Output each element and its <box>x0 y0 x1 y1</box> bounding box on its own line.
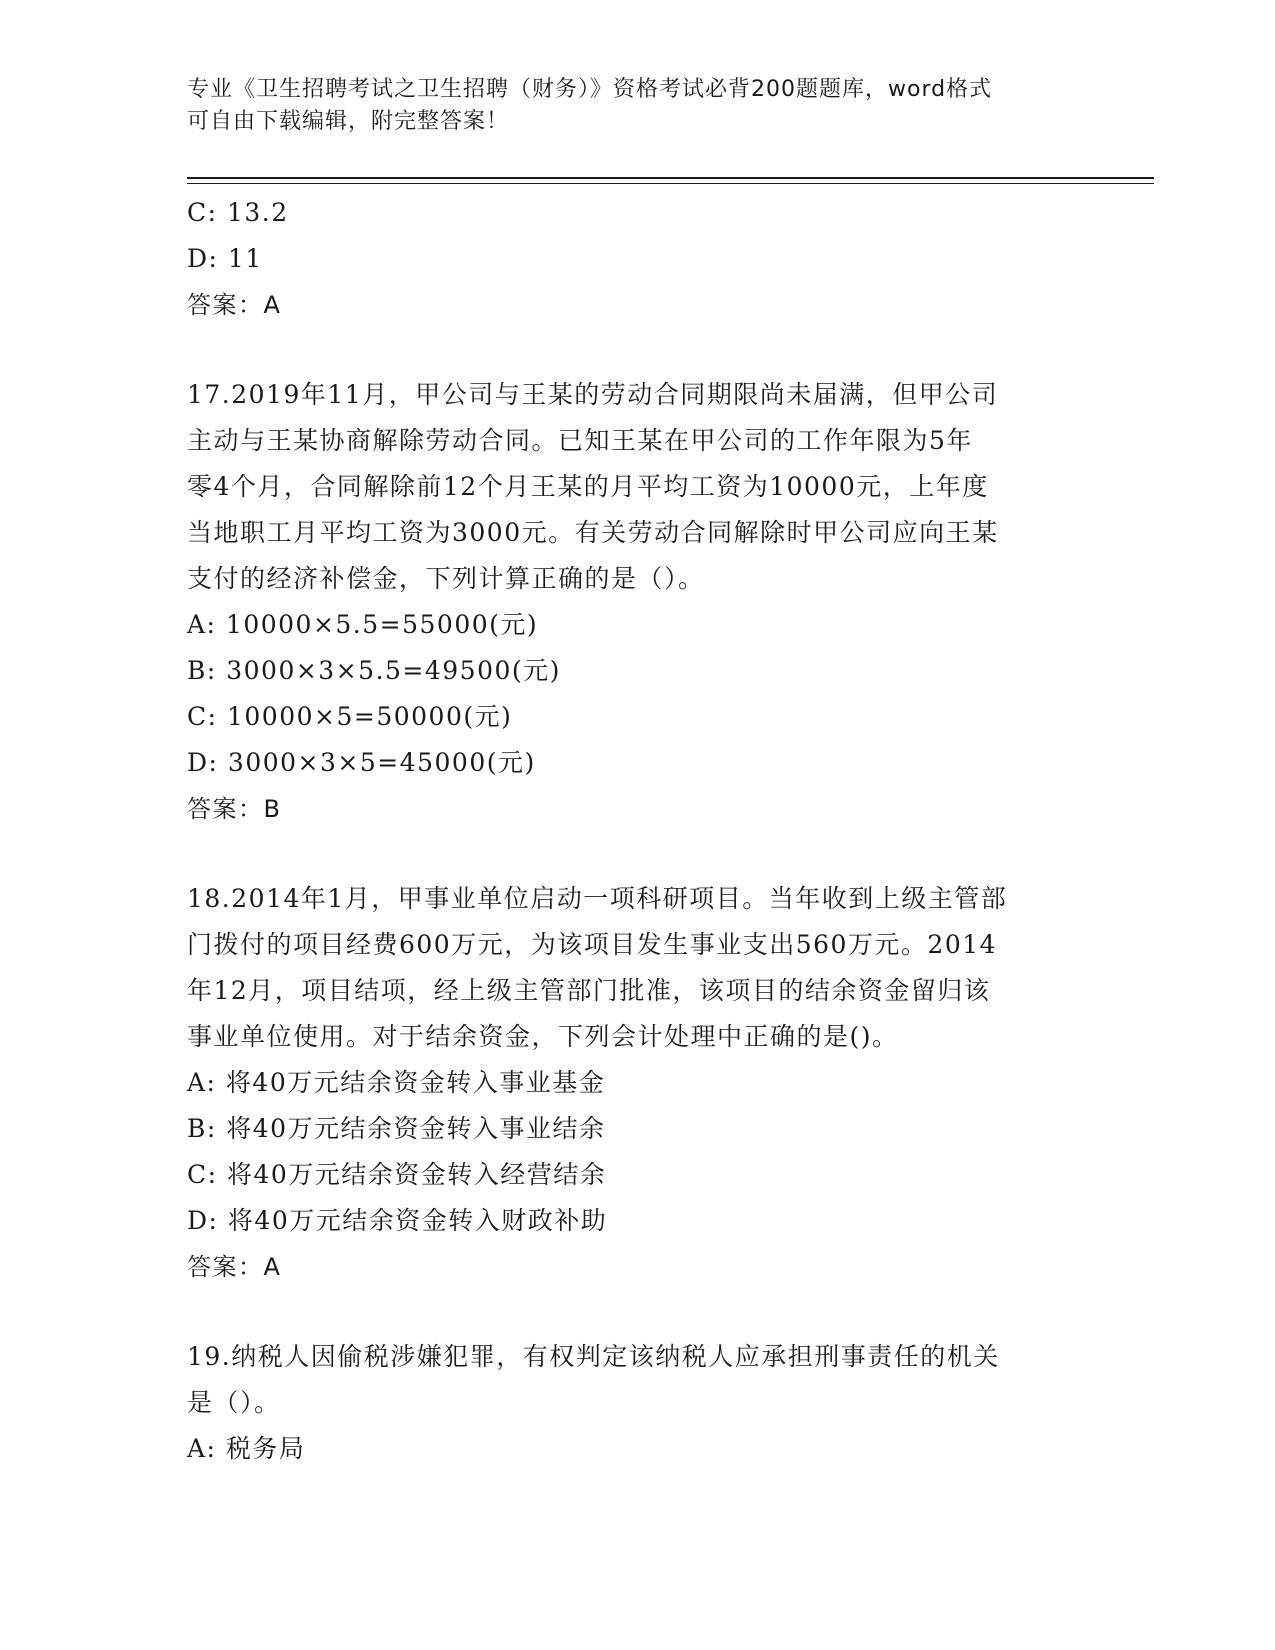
answer-line: 答案：B <box>187 795 282 823</box>
spacer <box>187 832 1087 876</box>
option-b: B: 3000×3×5.5=49500(元) <box>187 656 561 685</box>
question-text-line: 零4个月，合同解除前12个月王某的月平均工资为10000元，上年度 <box>187 472 989 501</box>
header-line-2: 可自由下载编辑，附完整答案！ <box>187 109 510 134</box>
answer-line: 答案：A <box>187 291 282 319</box>
question-text-line: 是（）。 <box>187 1388 281 1417</box>
document-header <box>187 74 1087 138</box>
question-text-line: 年12月，项目结项，经上级主管部门批准，该项目的结余资金留归该 <box>187 976 991 1005</box>
question-16-tail <box>187 190 1087 328</box>
spacer <box>187 1290 1087 1334</box>
option-d: D: 将40万元结余资金转入财政补助 <box>187 1206 608 1235</box>
question-17 <box>187 372 1087 832</box>
option-d: D: 11 <box>187 244 263 273</box>
option-d: D: 3000×3×5=45000(元) <box>187 748 536 777</box>
header-line-1: 专业《卫生招聘考试之卫生招聘（财务）》资格考试必背200题题库，word格式 <box>187 77 993 102</box>
document-body <box>187 190 1087 1472</box>
option-a: A: 10000×5.5=55000(元) <box>187 610 539 639</box>
question-text-line: 门拨付的项目经费600万元，为该项目发生事业支出560万元。2014 <box>187 930 998 959</box>
header-divider-thick <box>187 177 1154 179</box>
spacer <box>187 328 1087 372</box>
answer-line: 答案：A <box>187 1253 282 1281</box>
question-text-line: 当地职工月平均工资为3000元。有关劳动合同解除时甲公司应向王某 <box>187 518 999 547</box>
option-c: C: 将40万元结余资金转入经营结余 <box>187 1160 607 1189</box>
option-a: A: 税务局 <box>187 1434 306 1463</box>
option-b: B: 将40万元结余资金转入事业结余 <box>187 1114 606 1143</box>
option-a: A: 将40万元结余资金转入事业基金 <box>187 1068 606 1097</box>
question-text-line: 支付的经济补偿金，下列计算正确的是（）。 <box>187 564 705 593</box>
question-18 <box>187 876 1087 1290</box>
header-divider-thin <box>187 183 1154 184</box>
question-text-line: 主动与王某协商解除劳动合同。已知王某在甲公司的工作年限为5年 <box>187 426 973 455</box>
question-text-line: 17.2019年11月，甲公司与王某的劳动合同期限尚未届满，但甲公司 <box>187 380 999 409</box>
question-text-line: 事业单位使用。对于结余资金，下列会计处理中正确的是()。 <box>187 1022 899 1051</box>
option-c: C: 13.2 <box>187 198 289 227</box>
question-19 <box>187 1334 1087 1472</box>
option-c: C: 10000×5=50000(元) <box>187 702 513 731</box>
question-text-line: 18.2014年1月，甲事业单位启动一项科研项目。当年收到上级主管部 <box>187 884 1008 913</box>
question-text-line: 19.纳税人因偷税涉嫌犯罪，有权判定该纳税人应承担刑事责任的机关 <box>187 1342 1000 1371</box>
